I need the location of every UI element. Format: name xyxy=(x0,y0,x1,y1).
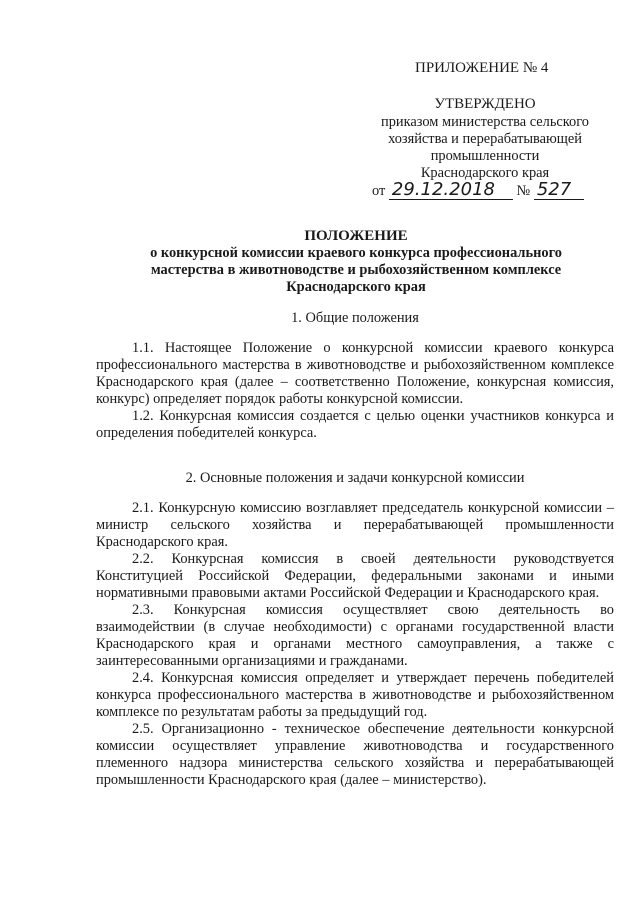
number-prefix: № xyxy=(516,183,531,199)
paragraph: 2.3. Конкурсная комиссия осуществляет свою деятельность во взаимодействии (в случае необходимости) с органами государственной власти Краснодарского края и органами местного самоуправления, а также с заинтересованными организациями и гражданами. xyxy=(96,602,614,669)
paragraph: 1.1. Настоящее Положение о конкурсной комиссии краевого конкурса профессионального мастерства в животноводстве и рыбохозяйственном комплексе Краснодарского края (далее – соответственно Положение, конкурсная комиссия, конкурс) определяет порядок работы конкурсной комиссии. xyxy=(96,340,614,407)
approval-line: промышленности xyxy=(430,148,540,164)
section-heading: 1. Общие положения xyxy=(291,310,419,326)
paragraph: 1.2. Конкурсная комиссия создается с целью оценки участников конкурса и определения победителей конкурса. xyxy=(96,408,614,441)
date-prefix: от xyxy=(372,183,386,199)
approval-line: Краснодарского края xyxy=(420,165,550,181)
approval-line: приказом министерства сельского xyxy=(381,114,589,130)
approval-line: хозяйства и перерабатывающей xyxy=(388,131,582,147)
order-number: 527 xyxy=(534,181,584,200)
appendix-label: ПРИЛОЖЕНИЕ № 4 xyxy=(415,60,549,76)
order-date-number xyxy=(372,180,622,202)
paragraph: 2.5. Организационно - техническое обеспечение деятельности конкурсной комиссии осуществляет управление животноводства и государственного племенного надзора министерства сельского хозяйства и перерабатывающей промышленности Краснодарского края (далее – министерство). xyxy=(96,721,614,788)
order-date: 29.12.2018 xyxy=(389,181,513,200)
paragraph: 2.2. Конкурсная комиссия в своей деятельности руководствуется Конституцией Российской Федерации, федеральными законами и иными нормативными правовыми актами Российской Федерации и Краснодарского края. xyxy=(96,551,614,601)
title-main: ПОЛОЖЕНИЕ xyxy=(304,228,408,244)
document-title xyxy=(96,228,616,296)
title-line: Краснодарского края xyxy=(286,279,426,295)
approval-block xyxy=(360,96,610,182)
paragraph: 2.1. Конкурсную комиссию возглавляет председатель конкурсной комиссии – министр сельского хозяйства и перерабатывающей промышленности Краснодарского края. xyxy=(96,500,614,550)
title-line: о конкурсной комиссии краевого конкурса профессионального xyxy=(150,245,562,261)
section-body xyxy=(96,340,614,442)
section-heading: 2. Основные положения и задачи конкурсной комиссии xyxy=(185,470,525,486)
approved-label: УТВЕРЖДЕНО xyxy=(434,96,536,112)
section-body xyxy=(96,500,614,789)
title-line: мастерства в животноводстве и рыбохозяйственном комплексе xyxy=(150,262,562,278)
paragraph: 2.4. Конкурсная комиссия определяет и утверждает перечень победителей конкурса профессионального мастерства в животноводстве и рыбохозяйственном комплексе по результатам работы за предыдущий год. xyxy=(96,670,614,720)
